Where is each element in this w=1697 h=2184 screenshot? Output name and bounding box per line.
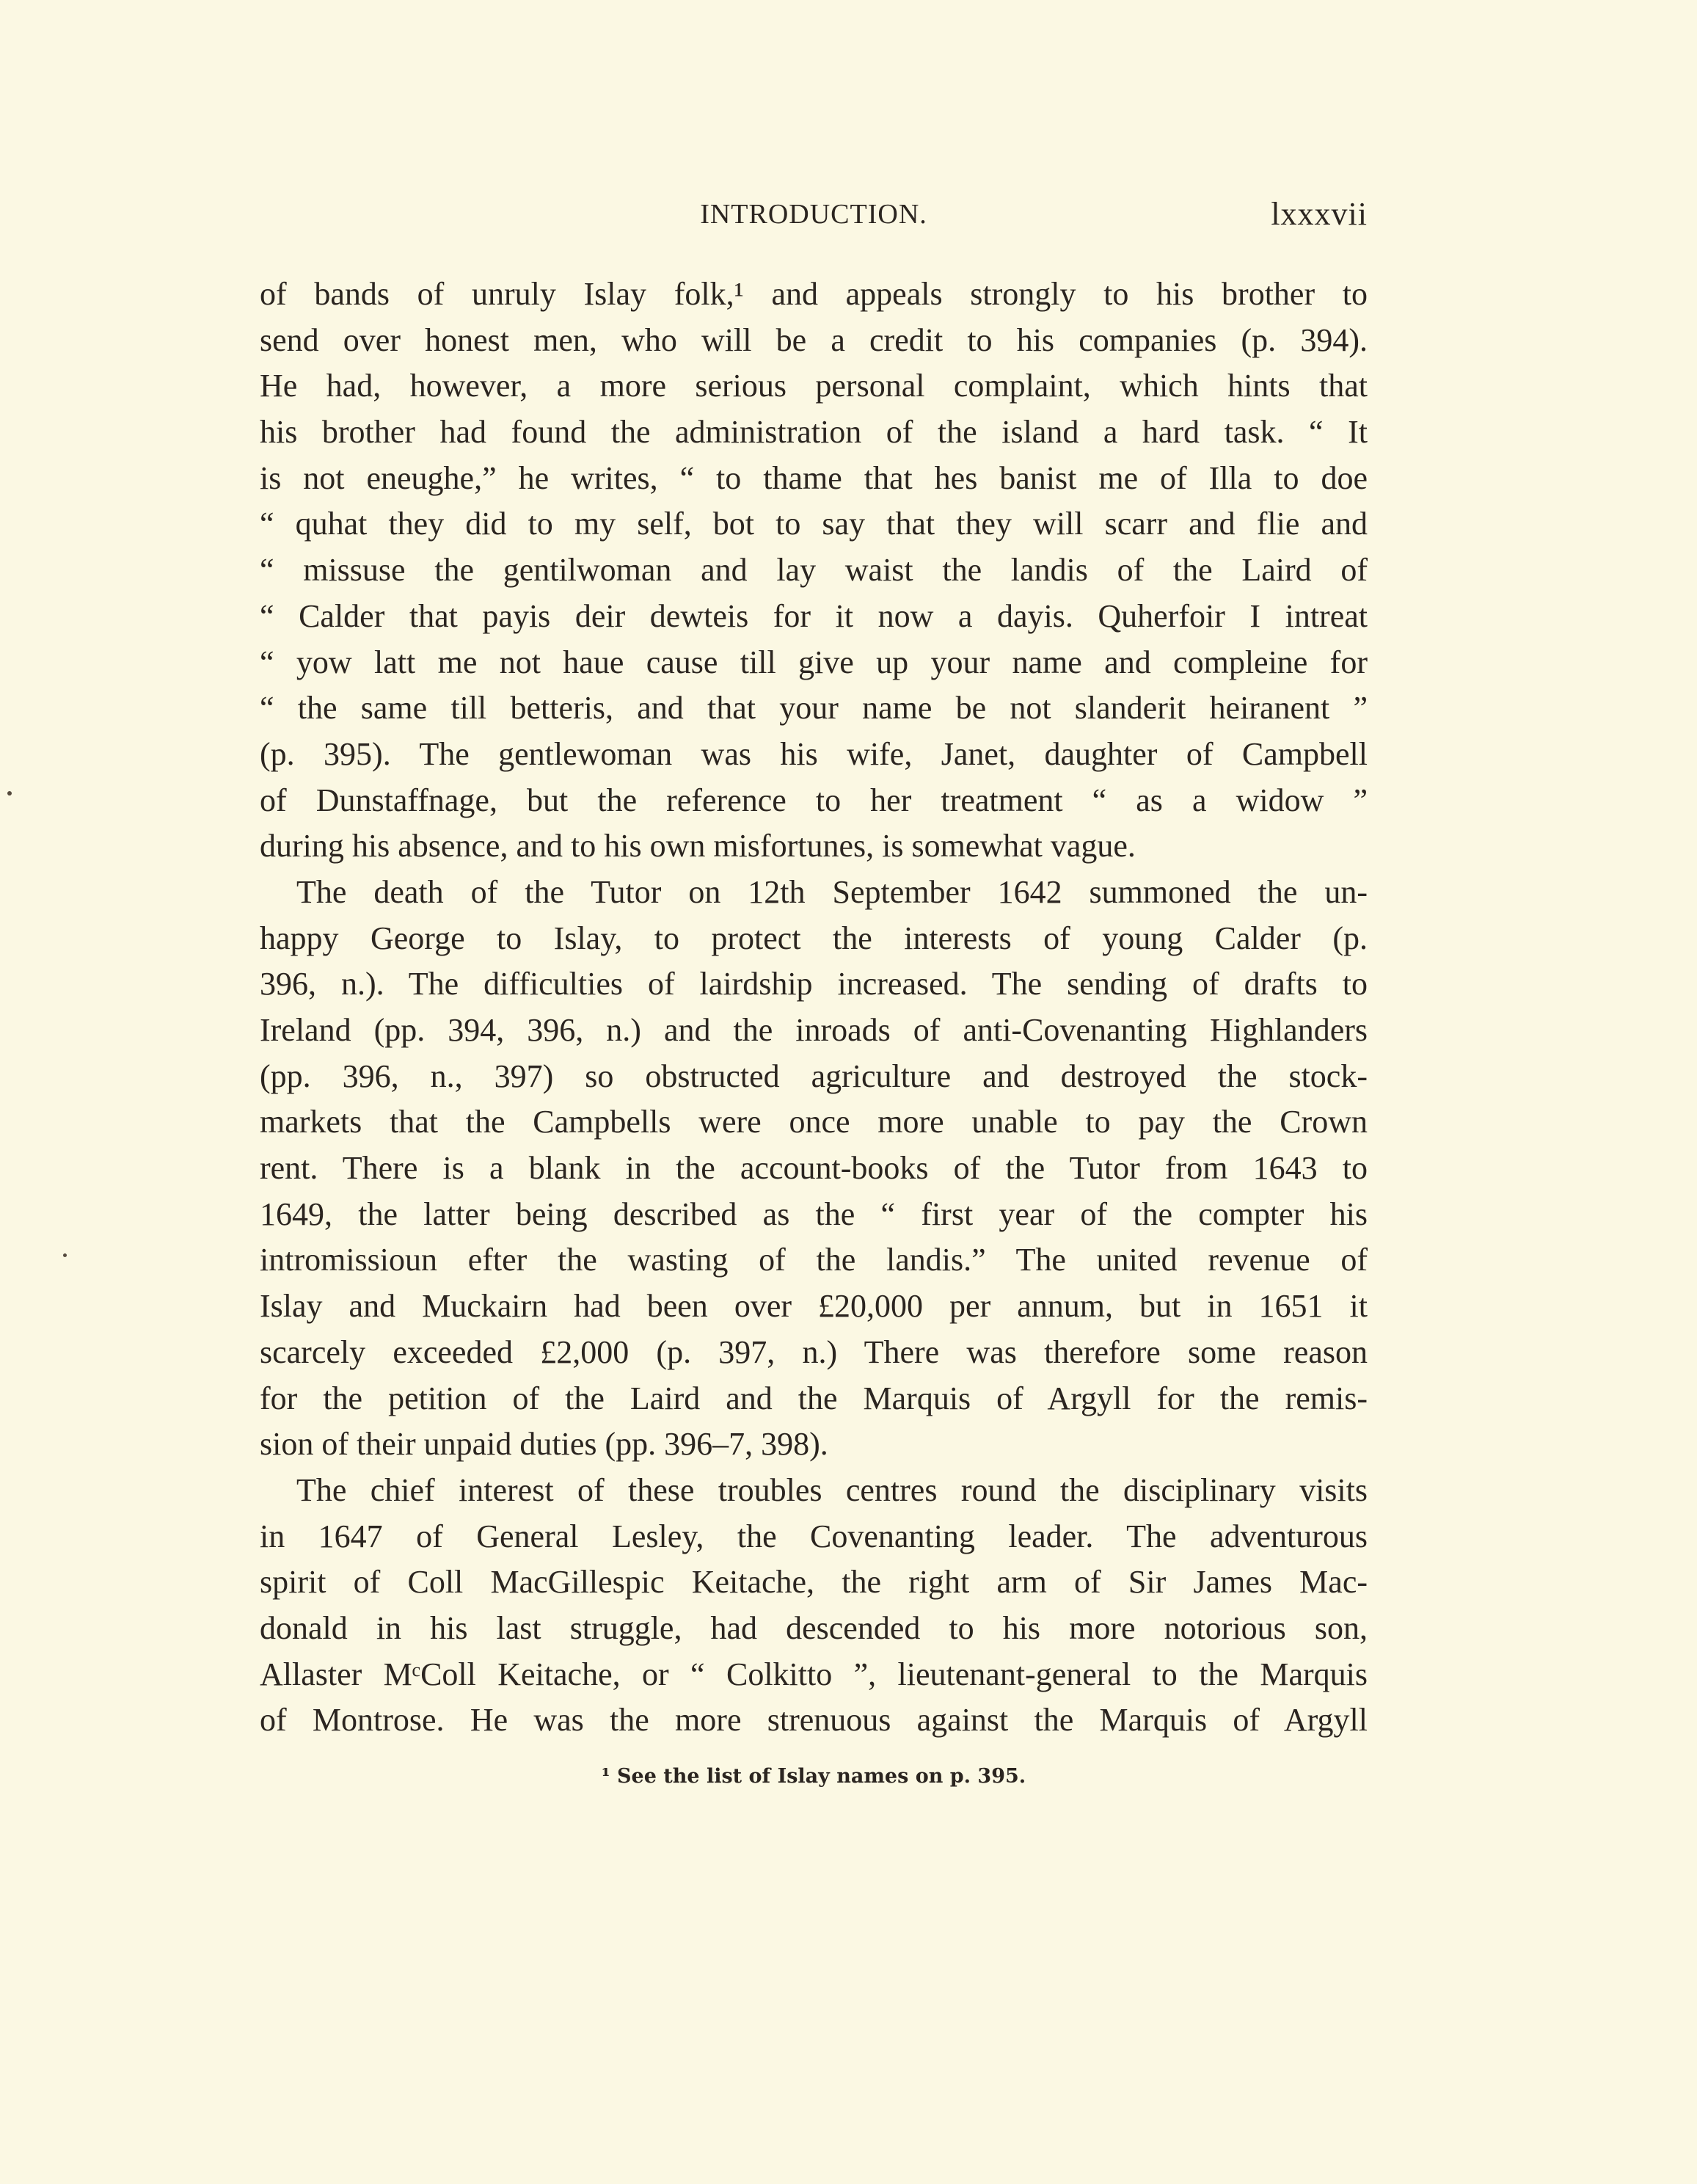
text-line: “ yow latt me not haue cause till give up your name and compleine for xyxy=(260,644,1368,680)
text-line: intromissioun efter the wasting of the landis.” The united revenue of xyxy=(260,1242,1368,1278)
text-line: “ Calder that payis deir dewteis for it now a dayis. Quherfoir I intreat xyxy=(260,597,1368,634)
running-title: INTRODUCTION. xyxy=(700,199,927,230)
running-head xyxy=(260,192,1368,236)
text-line: in 1647 of General Lesley, the Covenanting leader. The adventurous xyxy=(260,1518,1368,1554)
body-text xyxy=(260,272,1368,1744)
text-line: “ the same till betteris, and that your name be not slanderit heiranent ” xyxy=(260,690,1368,727)
page-number: lxxxvii xyxy=(1271,196,1368,232)
text-line: sion of their unpaid duties (pp. 396–7, 398). xyxy=(260,1426,828,1463)
text-line: Ireland (pp. 394, 396, n.) and the inroads of anti-Covenanting Highlanders xyxy=(260,1012,1368,1048)
text-line: Allaster MᶜColl Keitache, or “ Colkitto ”, lieutenant-general to the Marquis xyxy=(260,1656,1368,1692)
paragraph-start-line: The death of the Tutor on 12th September 1642 summoned the un- xyxy=(296,873,1368,910)
text-line: (pp. 396, n., 397) so obstructed agriculture and destroyed the stock- xyxy=(260,1058,1368,1094)
text-line: is not eneughe,” he writes, “ to thame that hes banist me of Illa to doe xyxy=(260,459,1368,496)
text-line: markets that the Campbells were once more unable to pay the Crown xyxy=(260,1104,1368,1140)
text-line: during his absence, and to his own misfortunes, is somewhat vague. xyxy=(260,828,1136,864)
text-line: “ quhat they did to my self, bot to say that they will scarr and flie and xyxy=(260,506,1368,542)
text-line: rent. There is a blank in the account-books of the Tutor from 1643 to xyxy=(260,1150,1368,1187)
text-line: 1649, the latter being described as the “ first year of the compter his xyxy=(260,1195,1368,1232)
paper-speck xyxy=(7,791,12,796)
text-line: (p. 395). The gentlewoman was his wife, Janet, daughter of Campbell xyxy=(260,735,1368,772)
text-line: 396, n.). The difficulties of lairdship increased. The sending of drafts to xyxy=(260,966,1368,1002)
text-line: send over honest men, who will be a credit to his companies (p. 394). xyxy=(260,321,1368,358)
text-line: his brother had found the administration of the island a hard task. “ It xyxy=(260,414,1368,451)
text-line: of Dunstaffnage, but the reference to her treatment “ as a widow ” xyxy=(260,782,1368,818)
text-line: of bands of unruly Islay folk,¹ and appeals strongly to his brother to xyxy=(260,276,1368,312)
text-line: donald in his last struggle, had descended to his more notorious son, xyxy=(260,1609,1368,1646)
paper-speck xyxy=(63,1253,67,1257)
text-line: for the petition of the Laird and the Marquis of Argyll for the remis- xyxy=(260,1380,1368,1416)
text-line: happy George to Islay, to protect the interests of young Calder (p. xyxy=(260,920,1368,956)
text-line: spirit of Coll MacGillespic Keitache, the right arm of Sir James Mac- xyxy=(260,1564,1368,1601)
text-line: He had, however, a more serious personal complaint, which hints that xyxy=(260,368,1368,404)
text-line: scarcely exceeded £2,000 (p. 397, n.) There was therefore some reason xyxy=(260,1333,1368,1370)
text-line: Islay and Muckairn had been over £20,000 per annum, but in 1651 it xyxy=(260,1288,1368,1325)
text-line: “ missuse the gentilwoman and lay waist the landis of the Laird of xyxy=(260,552,1368,589)
text-line: of Montrose. He was the more strenuous against the Marquis of Argyll xyxy=(260,1702,1368,1739)
footnote: ¹ See the list of Islay names on p. 395. xyxy=(601,1765,1026,1788)
paragraph-start-line: The chief interest of these troubles centres round the disciplinary visits xyxy=(296,1471,1368,1508)
